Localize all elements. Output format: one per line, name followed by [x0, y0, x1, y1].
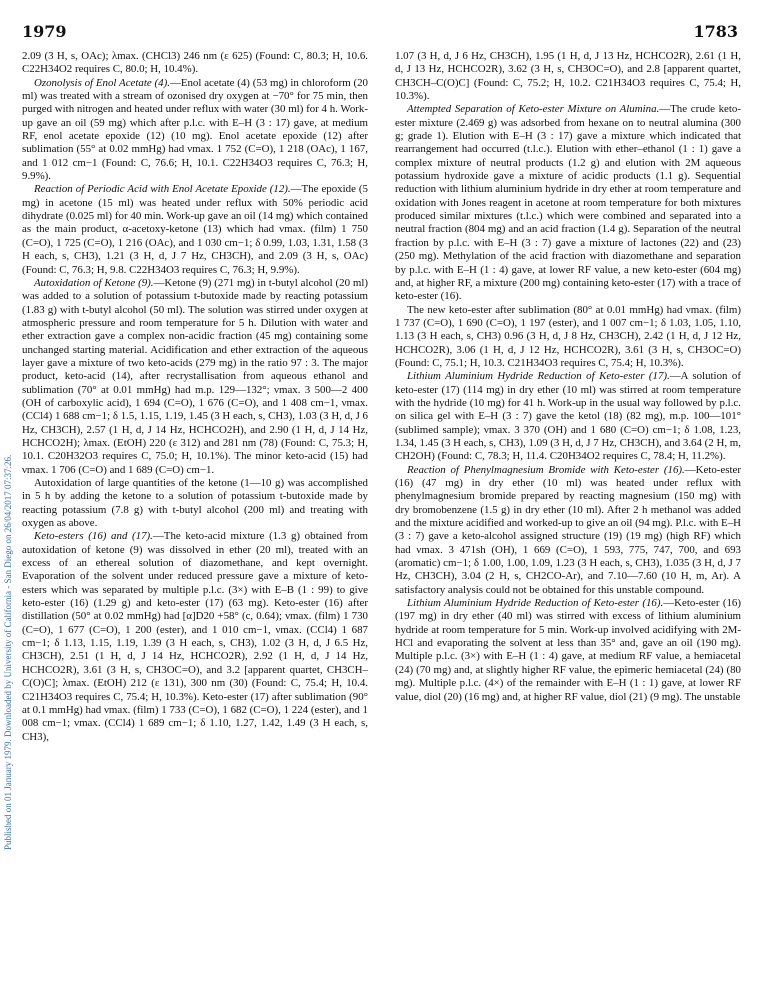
paragraph-body: 1.07 (3 H, d, J 6 Hz, CH3CH), 1.95 (1 H, d, J 13 Hz, HCHCO2R), 2.61 (1 H, d, J 13 Hz, HCHCO2R), 3.62 (3 H, s, CH3OC=O), and 2.8 [apparent quartet, CH3CH–C(O)C] (Found: C, 75.2; H, 10.2. C21H34O3 requires C, 75.4; H, 10.3%). — [395, 50, 741, 103]
paragraph — [395, 103, 741, 303]
paragraph-body: —Ketone (9) (271 mg) in t-butyl alcohol (20 ml) was added to a solution of potassium t-butoxide made by reacting potassium (1.83 g) with t-butyl alcohol (50 ml). The solution was stirred under oxygen at atmospheric pressure and room temperature for 5 h. Dilution with water and ether extraction gave a complex non-acidic fraction (45 mg) containing some unchanged starting material. Acidification and ether extraction of the aqueous layer gave a mixture of two keto-acids (279 mg) in the ratio 97 : 3. The major product, keto-acid (14), after recrystallisation from aqueous ethanol and sublimation (70° at 0.01 mmHg) had m.p. 129—132°; νmax. 3 500—2 400 (OH of carboxylic acid), 1 694 (C=O), 1 676 (C=O), and 1 408 cm−1, νmax. (CCl4) 1 688 cm−1; δ 1.5, 1.15, 1.19, 1.45 (3 H each, s, CH3), 1.03 (3 H, d, J 6 Hz, CH3CH), 2.57 (1 H, d, J 14 Hz, HCHCO2H), and 2.90 (1 H, d, J 14 Hz, HCHCO2H); λmax. (EtOH) 220 (ε 312) and 281 nm (78) (Found: C, 75.3; H, 10.1. C20H32O3 requires C, 75.0; H, 10.1%). The minor keto-acid (15) had νmax. 1 706 (C=O) and 1 689 (C=O) cm−1. — [22, 276, 368, 476]
paragraph-body: —Keto-ester (16) (47 mg) in dry ether (10 ml) was heated under reflux with phenylmagnesium bromide prepared by reacting magnesium (150 mg) with dry bromobenzene (1.5 g) in dry ether (10 ml). After 2 h methanol was added and the mixture acidified and worked-up to give an oil (94 mg). P.l.c. with E–H (3 : 7) gave a keto-alcohol assigned structure (19) (19 mg) (high RF) which had νmax. 3 471sh (OH), 1 669 (C=O), 1 593, 775, 747, 700, and 693 (aromatic) cm−1; δ 1.00, 1.00, 1.09, 1.23 (3 H each, s, CH3), 1.035 (3 H, d, J 7 Hz, CH3CH), 3.04 (2 H, s, CH2CO-Ar), and 7.10—7.60 (10 H, m, Ar). A satisfactory analysis could not be obtained for this unstable compound. — [395, 463, 741, 596]
paragraph — [395, 464, 741, 597]
paragraph — [22, 183, 368, 276]
paragraph-body: —Keto-ester (16) (197 mg) in dry ether (40 ml) was stirred with excess of lithium aluminium hydride at room temperature for 5 min. Work-up involved acidifying with 2M-HCl and evaporating the solvent at less than 35° and, gave an oil (190 mg). Multiple p.l.c. (3×) with E–H (1 : 4) gave, at medium RF value, a hemiacetal (24) (70 mg) and, at slightly higher RF value, the epimeric hemiacetal (24) (80 mg). Multiple p.l.c. (4×) of the remainder with E–H (1 : 1) gave, at lower RF value, diol (20) (16 mg) and, at higher RF value, diol (21) (9 mg). The unstable — [395, 597, 741, 703]
paragraph-heading: Ozonolysis of Enol Acetate (4). — [34, 76, 170, 89]
paragraph — [395, 50, 741, 103]
paragraph-body: 2.09 (3 H, s, OAc); λmax. (CHCl3) 246 nm (ε 625) (Found: C, 80.3; H, 10.6. C22H34O2 requires C, 80.0; H, 10.4%). — [22, 50, 368, 76]
paragraph — [22, 50, 368, 77]
publication-year: 1979 — [22, 22, 67, 41]
paragraph-heading: Attempted Separation of Keto-ester Mixture on Alumina. — [407, 103, 660, 116]
paragraph-heading: Keto-esters (16) and (17). — [34, 530, 153, 543]
paragraph-heading: Lithium Aluminium Hydride Reduction of Keto-ester (16). — [407, 597, 664, 610]
paragraph — [395, 370, 741, 463]
page-number: 1783 — [693, 22, 738, 41]
paragraph-heading: Autoxidation of Ketone (9). — [34, 276, 154, 289]
paragraph-heading: Reaction of Phenylmagnesium Bromide with Keto-ester (16). — [407, 463, 685, 476]
paragraph — [22, 277, 368, 477]
download-notice-text: Published on 01 January 1979. Downloaded by University of California - San Diego on 26/04/2017 07:37:26. — [3, 454, 13, 850]
left-column — [22, 50, 368, 744]
paragraph-body: —The keto-acid mixture (1.3 g) obtained from autoxidation of ketone (9) was dissolved in ether (20 ml), treated with an excess of an ethereal solution of diazomethane, and kept overnight. Evaporation of the solvent under reduced pressure gave a mixture of keto-esters which was separated by multiple p.l.c. (3×) with E–B (1 : 99) to give keto-ester (16) (1.29 g) and keto-ester (17) (63 mg). Keto-ester (16) after distillation (50° at 0.02 mmHg) had [α]D20 +58° (c, 0.64); νmax. (film) 1 730 (C=O), 1 677 (C=O), 1 200 (ester), and 1 010 cm−1, νmax. (CCl4) 1 687 cm−1; δ 1.13, 1.15, 1.19, 1.39 (3 H each, s, CH3), 1.02 (3 H, d, J 6.5 Hz, CH3CH), 2.51 (1 H, d, J 14 Hz, HCHCO2R), 2.92 (1 H, d, J 14 Hz, HCHCO2R), 3.61 (3 H, s, CH3OC=O), and 3.2 [apparent quartet, CH3CH–C(O)C]; λmax. (EtOH) 212 (ε 131), 300 nm (30) (Found: C, 75.4; H, 10.4. C21H34O3 requires C, 75.4; H, 10.3%). Keto-ester (17) after sublimation (90° at 0.1 mmHg) had νmax. (film) 1 733 (C=O), 1 682 (C=O), 1 224 (ester), and 1 008 cm−1; νmax. (CCl4) 1 689 cm−1; δ 1.10, 1.27, 1.42, 1.49 (3 H each, s, CH3), — [22, 530, 368, 743]
paragraph — [22, 530, 368, 744]
paragraph-body: —Enol acetate (4) (53 mg) in chloroform (20 ml) was treated with a stream of ozonised dry oxygen at −70° for 75 min, then purged with nitrogen and heated under reflux with water (30 ml) for 4 h. Work-up gave an oil (59 mg) which after p.l.c. with E–H (3 : 17) gave, at medium RF, enol acetate epoxide (12) (10 mg). Enol acetate epoxide (12) after sublimation (55° at 0.02 mmHg) had νmax. 1 752 (C=O), 1 218 (OAc), 1 167, and 1 012 cm−1 (Found: C, 76.6; H, 10.1. C22H34O3 requires C, 76.3; H, 9.9%). — [22, 76, 368, 183]
paragraph — [395, 597, 741, 704]
paragraph-body: Autoxidation of large quantities of the ketone (1—10 g) was accomplished in 5 h by adding the ketone to a solution of potassium t-butoxide made by reacting potassium (7.8 g) with t-butyl alcohol (200 ml) and treating with oxygen as above. — [22, 477, 368, 530]
paragraph — [22, 77, 368, 184]
paragraph — [22, 477, 368, 530]
paragraph-body: —The epoxide (5 mg) in acetone (15 ml) was heated under reflux with 50% periodic acid dihydrate (0.025 ml) for 40 min. Work-up gave an oil (14 mg) which contained as the main product, α-acetoxy-ketone (13) which had νmax. (film) 1 750 (C=O), 1 725 (C=O), 1 216 (OAc), and 1 030 cm−1; δ 0.99, 1.03, 1.31, 1.58 (3 H each, s, CH3), 1.21 (3 H, d, J 7 Hz, CH3CH), and 2.09 (3 H, s, OAc) (Found: C, 76.3; H, 9.8. C22H34O3 requires C, 76.3; H, 9.9%). — [22, 183, 368, 276]
right-column — [395, 50, 741, 704]
paragraph — [395, 304, 741, 371]
download-notice — [3, 150, 15, 850]
paragraph-body: The new keto-ester after sublimation (80° at 0.01 mmHg) had νmax. (film) 1 737 (C=O), 1 690 (C=O), 1 197 (ester), and 1 007 cm−1; δ 1.03, 1.05, 1.10, 1.13 (3 H each, s, CH3) 0.96 (3 H, d, J 8 Hz, CH3CH), 2.42 (1 H, d, J 12 Hz, HCHCO2R), 3.06 (1 H, d, J 12 Hz, HCHCO2R), 3.61 (3 H, s, CH3OC=O) (Found: C, 75.1; H, 10.3. C21H34O3 requires C, 75.4; H, 10.3%). — [395, 303, 741, 369]
paragraph-body: —The crude keto-ester mixture (2.469 g) was adsorbed from hexane on to neutral alumina (300 g; grade 1). Elution with E–H (3 : 17) gave a mixture which indicated that rearrangement had occurred (t.l.c.). Elution with ether–ethanol (1 : 1) gave a complex mixture of neutral products (1.2 g) and elution with 2M aqueous potassium hydroxide gave a mixture of acidic products (1.1 g). Sequential reduction with lithium aluminium hydride in dry ether at room temperature and oxidation with Jones reagent in acetone at room temperature for both mixtures produced similar mixtures (t.l.c.) which were combined and separated into a neutral fraction (804 mg) and an acid fraction (1.4 g). Separation of the neutral fraction by p.l.c. with E–H (3 : 7) gave a mixture of lactones (22) and (23) (250 mg). Methylation of the acid fraction with diazomethane and separation by p.l.c. with E–H (1 : 4) gave, at lower RF value, a new keto-ester (604 mg) and, at higher RF, a mixture (200 mg) containing keto-ester (17) with a trace of keto-ester (16). — [395, 103, 741, 303]
paragraph-heading: Reaction of Periodic Acid with Enol Acetate Epoxide (12). — [34, 183, 291, 196]
paragraph-body: —A solution of keto-ester (17) (114 mg) in dry ether (10 ml) was stirred at room temperature with the hydride (10 mg) for 41 h. Work-up in the usual way followed by p.l.c. on silica gel with E–H (3 : 7) gave the ketol (18) (82 mg), m.p. 100—101° (sublimed sample); νmax. 3 370 (OH) and 1 680 (C=O) cm−1; δ 1.08, 1.23, 1.34, 1.45 (3 H each, s, CH3), 1.09 (3 H, d, J 7 Hz, CH3CH), and 3.64 (2 H, m, CH2OH) (Found: C, 78.3; H, 11.4. C20H34O2 requires C, 78.4; H, 11.2%). — [395, 370, 741, 463]
paragraph-heading: Lithium Aluminium Hydride Reduction of Keto-ester (17). — [407, 370, 670, 383]
